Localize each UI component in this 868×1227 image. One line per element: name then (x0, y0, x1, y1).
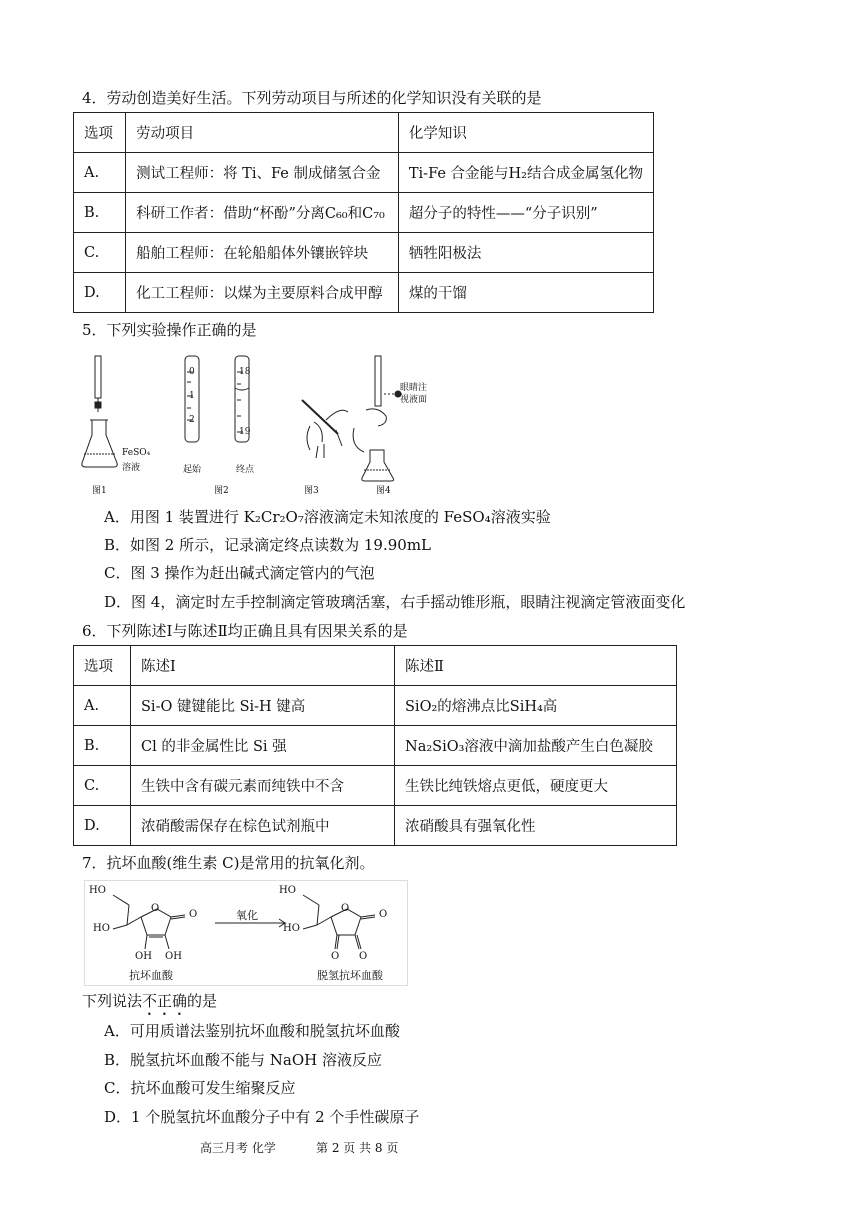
knowledge-cell: Ti-Fe 合金能与H₂结合成金属氢化物 (398, 153, 653, 193)
fig4-caption: 图4 (376, 486, 391, 496)
option-cell: B. (74, 726, 131, 766)
item-cell: 船舶工程师：在轮船船体外镶嵌锌块 (126, 233, 399, 273)
q7-prompt (82, 991, 217, 1019)
q5-stem: 5．下列实验操作正确的是 (82, 321, 257, 339)
q6-table (73, 645, 677, 846)
knowledge-cell: 煤的干馏 (398, 273, 653, 313)
option-cell: C. (74, 233, 126, 273)
fig1-caption: 图1 (92, 486, 107, 496)
statement2-cell: 生铁比纯铁熔点更低，硬度更大 (395, 766, 677, 806)
table-row (74, 646, 677, 686)
item-cell: 科研工作者：借助“杯酚”分离C₆₀和C₇₀ (126, 193, 399, 233)
fig2-caption: 图2 (214, 486, 229, 496)
table-row (74, 193, 654, 233)
option-cell: C. (74, 766, 131, 806)
header-cell: 陈述Ⅰ (131, 646, 395, 686)
footer-exam: 高三月考 化学 (200, 1141, 276, 1155)
q7-option-d: D．1 个脱氢抗坏血酸分子中有 2 个手性碳原子 (104, 1108, 420, 1126)
fig2-scale-18: 18 (239, 367, 251, 377)
option-cell: A. (74, 686, 131, 726)
header-cell: 选项 (74, 646, 131, 686)
option-cell: B. (74, 193, 126, 233)
right-ketone-o-1: O (331, 951, 340, 962)
header-cell: 陈述Ⅱ (395, 646, 677, 686)
right-compound-name: 脱氢抗坏血酸 (317, 969, 383, 982)
footer-page: 第 2 页 共 8 页 (316, 1141, 399, 1155)
fig2-start-label: 起始 (183, 465, 202, 475)
knowledge-cell: 牺牲阳极法 (398, 233, 653, 273)
fig1-reagent-label: FeSO₄ (122, 448, 151, 458)
right-ho-mid: HO (283, 923, 300, 934)
right-carbonyl-o: O (379, 909, 388, 920)
fig4-note-1: 眼睛注 (400, 383, 428, 393)
table-row (74, 806, 677, 846)
table-row (74, 686, 677, 726)
right-ketone-o-2: O (359, 951, 368, 962)
left-ho-top: HO (89, 885, 106, 896)
left-oh-1: OH (135, 951, 152, 962)
right-ho-top: HO (279, 885, 296, 896)
left-compound-name: 抗坏血酸 (129, 969, 173, 982)
q7-option-b: B．脱氢抗坏血酸不能与 NaOH 溶液反应 (104, 1051, 383, 1069)
table-row (74, 766, 677, 806)
item-cell: 测试工程师：将 Ti、Fe 制成储氢合金 (126, 153, 399, 193)
right-ring-o: O (341, 903, 350, 914)
statement1-cell: Si-O 键键能比 Si-H 键高 (131, 686, 395, 726)
q5-apparatus-figure (78, 350, 428, 500)
q5-option-c: C．图 3 操作为赶出碱式滴定管内的气泡 (104, 564, 375, 582)
option-cell: D. (74, 273, 126, 313)
prompt-emphasis: 不正确 (142, 992, 188, 1010)
q4-stem: 4．劳动创造美好生活。下列劳动项目与所述的化学知识没有关联的是 (82, 89, 542, 107)
q5-option-a: A．用图 1 装置进行 K₂Cr₂O₇溶液滴定未知浓度的 FeSO₄溶液实验 (104, 508, 551, 526)
statement1-cell: 生铁中含有碳元素而纯铁中不含 (131, 766, 395, 806)
q5-option-d: D．图 4，滴定时左手控制滴定管玻璃活塞，右手摇动锥形瓶，眼睛注视滴定管液面变化 (104, 593, 686, 611)
prompt-post: 的是 (187, 992, 218, 1010)
fig2-scale-2: 2 (189, 415, 195, 425)
left-ring-o: O (151, 903, 160, 914)
statement1-cell: 浓硝酸需保存在棕色试剂瓶中 (131, 806, 395, 846)
fig2-end-label: 终点 (236, 465, 255, 475)
fig4-note-2: 视液面 (400, 395, 428, 405)
statement2-cell: Na₂SiO₃溶液中滴加盐酸产生白色凝胶 (395, 726, 677, 766)
q7-option-c: C．抗坏血酸可发生缩聚反应 (104, 1079, 296, 1097)
table-row (74, 233, 654, 273)
q7-option-a: A．可用质谱法鉴别抗坏血酸和脱氢抗坏血酸 (104, 1022, 400, 1040)
prompt-pre: 下列说法 (82, 992, 143, 1010)
header-cell: 劳动项目 (126, 113, 399, 153)
q7-reaction-figure (84, 880, 408, 986)
knowledge-cell: 超分子的特性——“分子识别” (398, 193, 653, 233)
table-row (74, 153, 654, 193)
statement1-cell: Cl 的非金属性比 Si 强 (131, 726, 395, 766)
table-row (74, 726, 677, 766)
statement2-cell: 浓硝酸具有强氧化性 (395, 806, 677, 846)
table-row (74, 273, 654, 313)
option-cell: A. (74, 153, 126, 193)
table-row (74, 113, 654, 153)
header-cell: 选项 (74, 113, 126, 153)
header-cell: 化学知识 (398, 113, 653, 153)
q5-option-b: B．如图 2 所示，记录滴定终点读数为 19.90mL (104, 536, 431, 554)
fig1-reagent-label-2: 溶液 (122, 463, 141, 473)
q7-stem: 7．抗坏血酸(维生素 C)是常用的抗氧化剂。 (82, 854, 375, 872)
left-oh-2: OH (165, 951, 182, 962)
q6-stem: 6．下列陈述Ⅰ与陈述Ⅱ均正确且具有因果关系的是 (82, 622, 408, 640)
item-cell: 化工工程师：以煤为主要原料合成甲醇 (126, 273, 399, 313)
statement2-cell: SiO₂的熔沸点比SiH₄高 (395, 686, 677, 726)
option-cell: D. (74, 806, 131, 846)
fig2-scale-19: 19 (239, 427, 251, 437)
left-carbonyl-o: O (189, 909, 198, 920)
left-ho-mid: HO (93, 923, 110, 934)
fig3-caption: 图3 (304, 486, 319, 496)
fig2-scale-1: 1 (189, 391, 195, 401)
arrow-label: 氧化 (236, 909, 258, 922)
fig2-scale-0: 0 (189, 367, 195, 377)
q4-table (73, 112, 654, 313)
